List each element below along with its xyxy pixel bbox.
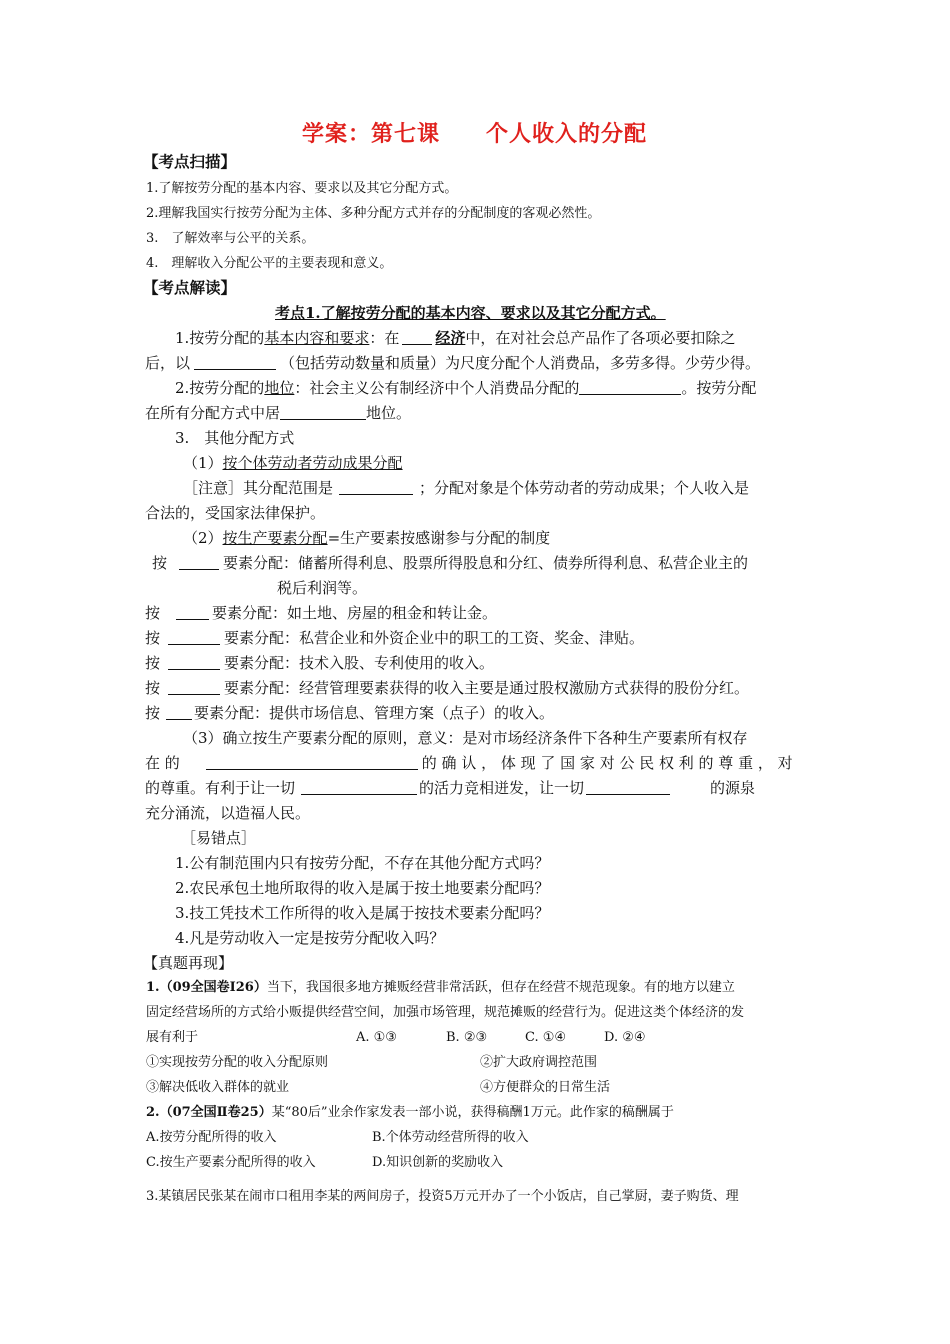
option: ②扩大政府调控范围 — [480, 1055, 598, 1070]
paragraph-2: 2.按劳分配的地位：社会主义公有制经济中个人消费品分配的 。按劳分配 — [175, 379, 757, 397]
factor-line: 按 要素分配：私营企业和外资企业中的职工的工资、奖金、津贴。 — [145, 629, 645, 647]
subsection-2: （2）按生产要素分配=生产要素按感谢参与分配的制度 — [183, 529, 551, 547]
point-title: 考点1.了解按劳分配的基本内容、要求以及其它分配方式。 — [275, 304, 666, 322]
note-line: ［注意］其分配范围是 ；分配对象是个体劳动者的劳动成果；个人收入是 — [183, 479, 750, 497]
choice-b: B. ②③ — [446, 1030, 488, 1045]
scan-item: 3. 了解效率与公平的关系。 — [146, 231, 315, 246]
note-line-cont: 合法的，受国家法律保护。 — [145, 504, 326, 522]
option: ③解决低收入群体的就业 — [146, 1080, 290, 1095]
subsection-3-cont: 的尊重。有利于让一切 的活力竞相迸发，让一切 的源泉 — [145, 779, 756, 797]
scan-heading: 【考点扫描】 — [143, 152, 237, 171]
blank-field — [339, 479, 413, 495]
page-title: 学案：第七课 个人收入的分配 — [302, 121, 648, 147]
option: D.知识创新的奖励收入 — [372, 1155, 504, 1170]
paragraph-2-cont: 在所有分配方式中居 地位。 — [145, 404, 412, 422]
question-1-cont: 展有利于 — [146, 1030, 199, 1045]
choice-d: D. ②④ — [604, 1030, 646, 1045]
blank-field — [579, 379, 681, 395]
choice-c: C. ①④ — [525, 1030, 567, 1045]
blank-field — [402, 329, 432, 345]
blank-field — [586, 779, 670, 795]
factor-line: 按 要素分配：提供市场信息、管理方案（点子）的收入。 — [145, 704, 555, 722]
question-2: 2.（07全国Ⅱ卷25）某“80后”业余作家发表一部小说，获得稿酬1万元。此作家的稿酬属于 — [146, 1105, 674, 1120]
error-item: 2.农民承包土地所取得的收入是属于按土地要素分配吗？ — [175, 879, 550, 897]
errors-heading: ［易错点］ — [181, 829, 257, 847]
question-1-cont: 固定经营场所的方式给小贩提供经营空间，加强市场管理，规范摊贩的经营行为。促进这类个体经济的发 — [146, 1005, 745, 1020]
paragraph-1: 1.按劳分配的基本内容和要求：在 经济中，在对社会总产品作了各项必要扣除之 — [175, 329, 736, 347]
scan-item: 4. 理解收入分配公平的主要表现和意义。 — [146, 256, 393, 271]
error-item: 4.凡是劳动收入一定是按劳分配收入吗？ — [175, 929, 445, 947]
blank-field — [301, 779, 417, 795]
paragraph-3: 3. 其他分配方式 — [175, 429, 295, 447]
option: C.按生产要素分配所得的收入 — [146, 1155, 316, 1170]
question-1: 1.（09全国卷Ⅰ26）当下，我国很多地方摊贩经营非常活跃，但存在经营不规范现象。有的地方以建立 — [146, 980, 735, 995]
blank-field — [179, 554, 219, 570]
paragraph-1-cont: 后，以 （包括劳动数量和质量）为尺度分配个人消费品，多劳多得。少劳少得。 — [145, 354, 761, 372]
subsection-3-cont: 充分涌流，以造福人民。 — [145, 804, 311, 822]
explain-heading: 【考点解读】 — [143, 278, 237, 297]
question-3: 3.某镇居民张某在闹市口租用李某的两间房子，投资5万元开办了一个小饭店，自己掌厨，妻子购货、理 — [146, 1189, 739, 1204]
exam-heading: 【真题再现】 — [143, 954, 234, 972]
factor-line: 按 要素分配：技术入股、专利使用的收入。 — [145, 654, 495, 672]
subsection-3: （3）确立按生产要素分配的原则，意义：是对市场经济条件下各种生产要素所有权存 — [183, 729, 748, 747]
option: ④方便群众的日常生活 — [480, 1080, 611, 1095]
blank-field — [280, 404, 366, 420]
blank-field — [206, 754, 418, 770]
error-item: 3.技工凭技术工作所得的收入是属于按技术要素分配吗？ — [175, 904, 550, 922]
option: B.个体劳动经营所得的收入 — [372, 1130, 529, 1145]
blank-field — [166, 704, 192, 720]
blank-field — [168, 629, 220, 645]
blank-field — [168, 654, 220, 670]
scan-item: 2.理解我国实行按劳分配为主体、多种分配方式并存的分配制度的客观必然性。 — [146, 206, 601, 221]
blank-field — [168, 679, 220, 695]
error-item: 1.公有制范围内只有按劳分配，不存在其他分配方式吗？ — [175, 854, 550, 872]
option: ①实现按劳分配的收入分配原则 — [146, 1055, 329, 1070]
factor-line: 按 要素分配：储蓄所得利息、股票所得股息和分红、债券所得利息、私营企业主的 — [152, 554, 749, 572]
option: A.按劳分配所得的收入 — [146, 1130, 277, 1145]
factor-line-cont: 税后利润等。 — [277, 579, 368, 597]
scan-item: 1.了解按劳分配的基本内容、要求以及其它分配方式。 — [146, 181, 458, 196]
blank-field — [194, 354, 276, 370]
choice-a: A. ①③ — [356, 1030, 397, 1045]
factor-line: 按 要素分配：经营管理要素获得的收入主要是通过股权激励方式获得的股份分红。 — [145, 679, 750, 697]
blank-field — [176, 604, 209, 620]
subsection-1: （1）按个体劳动者劳动成果分配 — [183, 454, 403, 472]
factor-line: 按 要素分配：如土地、房屋的租金和转让金。 — [145, 604, 498, 622]
subsection-3-cont: 在 的 的 确 认 ， 体 现 了 国 家 对 公 民 权 利 的 尊 重 ， 对 — [145, 754, 793, 772]
